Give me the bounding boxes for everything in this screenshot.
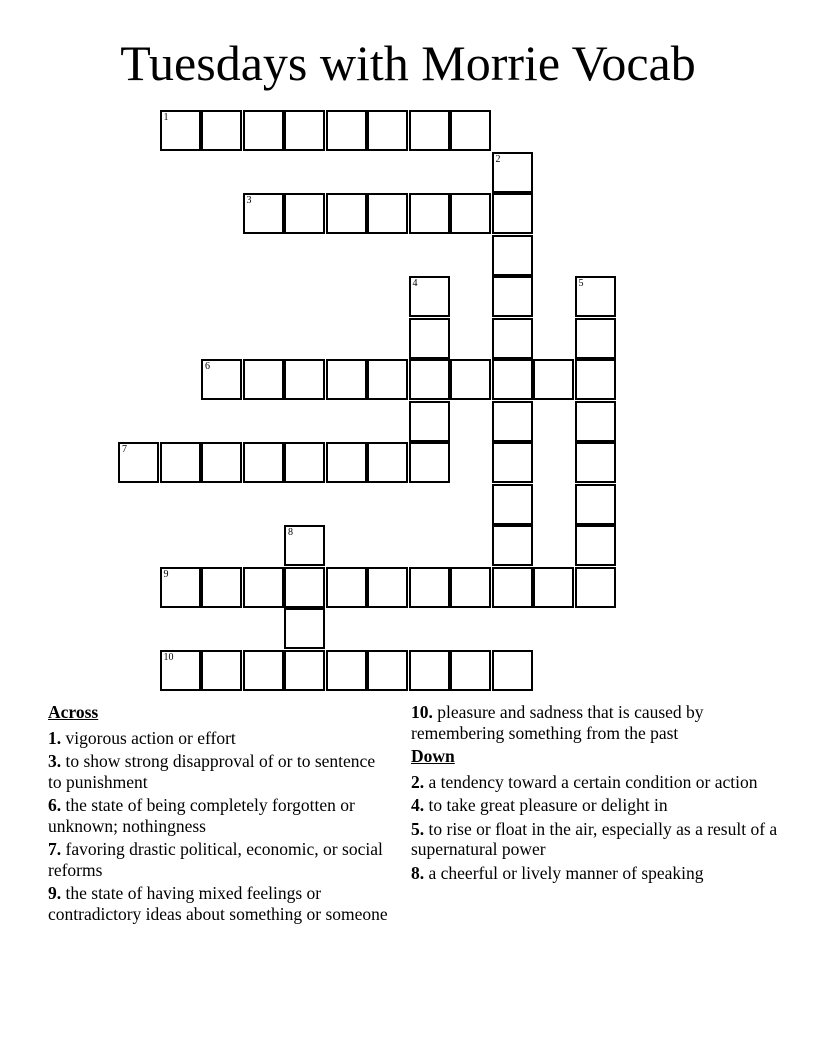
grid-cell[interactable] xyxy=(201,650,242,691)
grid-cell[interactable] xyxy=(409,193,450,234)
cell-number: 7 xyxy=(122,444,127,455)
clues-right-column xyxy=(411,702,781,886)
clue-text: to take great pleasure or delight in xyxy=(428,795,668,815)
grid-cell[interactable] xyxy=(450,567,491,608)
grid-cell[interactable] xyxy=(492,235,533,276)
clue-across-10 xyxy=(411,702,781,743)
clue-down-8 xyxy=(411,863,781,884)
grid-cell[interactable] xyxy=(367,193,408,234)
grid-cell[interactable] xyxy=(492,276,533,317)
grid-cell[interactable] xyxy=(492,318,533,359)
clue-text: a tendency toward a certain condition or action xyxy=(428,771,758,792)
cell-number: 2 xyxy=(495,153,501,165)
grid-cell[interactable] xyxy=(160,567,201,608)
grid-cell[interactable] xyxy=(284,650,325,691)
grid-cell[interactable] xyxy=(492,359,533,400)
clue-number: 7. xyxy=(48,839,62,859)
grid-cell[interactable] xyxy=(575,318,616,359)
grid-cell[interactable] xyxy=(492,525,533,566)
clue-down-5 xyxy=(411,819,781,860)
clue-down-2 xyxy=(411,772,781,793)
grid-cell[interactable] xyxy=(284,110,325,151)
grid-cell[interactable] xyxy=(201,442,242,483)
grid-cell[interactable] xyxy=(243,193,284,234)
grid-cell[interactable] xyxy=(284,359,325,400)
cell-number: 5 xyxy=(578,278,584,289)
grid-cell[interactable] xyxy=(575,401,616,442)
cell-number: 8 xyxy=(288,527,293,538)
clue-number: 5. xyxy=(411,818,425,839)
grid-cell[interactable] xyxy=(326,359,367,400)
cell-number: 9 xyxy=(163,568,169,580)
grid-cell[interactable] xyxy=(409,401,450,442)
grid-cell[interactable] xyxy=(575,359,616,400)
clue-number: 3. xyxy=(48,751,62,771)
clue-text: favoring drastic political, economic, or social reforms xyxy=(48,839,383,880)
grid-cell[interactable] xyxy=(201,359,242,400)
clue-number: 8. xyxy=(411,862,425,883)
grid-cell[interactable] xyxy=(284,193,325,234)
grid-cell[interactable] xyxy=(326,650,367,691)
clue-text: pleasure and sadness that is caused by remembering something from the past xyxy=(411,702,704,743)
grid-cell[interactable] xyxy=(284,525,325,566)
grid-cell[interactable] xyxy=(533,567,574,608)
grid-cell[interactable] xyxy=(409,359,450,400)
grid-cell[interactable] xyxy=(160,442,201,483)
clue-across-6 xyxy=(48,795,393,836)
grid-cell[interactable] xyxy=(326,567,367,608)
grid-cell[interactable] xyxy=(118,442,159,483)
grid-cell[interactable] xyxy=(284,567,325,608)
clue-number: 1. xyxy=(48,727,62,748)
grid-cell[interactable] xyxy=(326,442,367,483)
grid-cell[interactable] xyxy=(367,442,408,483)
grid-cell[interactable] xyxy=(450,193,491,234)
across-heading: Across xyxy=(48,702,99,722)
grid-cell[interactable] xyxy=(492,152,533,193)
clue-across-9 xyxy=(48,883,393,924)
down-heading: Down xyxy=(411,746,455,766)
grid-cell[interactable] xyxy=(492,442,533,483)
cell-number: 6 xyxy=(205,361,210,372)
grid-cell[interactable] xyxy=(492,567,533,608)
grid-cell[interactable] xyxy=(409,110,450,151)
grid-cell[interactable] xyxy=(201,110,242,151)
clue-text: to rise or float in the air, especially as a result of a supernatural power xyxy=(411,818,778,859)
grid-cell[interactable] xyxy=(409,650,450,691)
clue-text: a cheerful or lively manner of speaking xyxy=(428,862,704,883)
clue-across-1 xyxy=(48,728,393,749)
grid-cell[interactable] xyxy=(450,110,491,151)
grid-cell[interactable] xyxy=(450,359,491,400)
clue-number: 4. xyxy=(411,795,425,815)
grid-cell[interactable] xyxy=(409,276,450,317)
grid-cell[interactable] xyxy=(575,276,616,317)
grid-cell[interactable] xyxy=(367,567,408,608)
cell-number: 3 xyxy=(246,195,252,206)
grid-cell[interactable] xyxy=(575,442,616,483)
grid-cell[interactable] xyxy=(367,359,408,400)
grid-cell[interactable] xyxy=(367,110,408,151)
grid-cell[interactable] xyxy=(450,650,491,691)
clue-number: 2. xyxy=(411,771,425,792)
cell-number: 10 xyxy=(163,651,174,663)
grid-cell[interactable] xyxy=(243,650,284,691)
cell-number: 4 xyxy=(412,278,418,289)
grid-cell[interactable] xyxy=(243,110,284,151)
grid-cell[interactable] xyxy=(243,359,284,400)
clue-down-4 xyxy=(411,795,781,816)
clue-across-3 xyxy=(48,751,393,792)
clue-across-7 xyxy=(48,839,393,880)
page-title: Tuesdays with Morrie Vocab xyxy=(120,35,696,91)
clue-text: vigorous action or effort xyxy=(65,727,236,748)
grid-cell[interactable] xyxy=(533,359,574,400)
grid-cell[interactable] xyxy=(492,650,533,691)
grid-cell[interactable] xyxy=(409,442,450,483)
grid-cell[interactable] xyxy=(575,567,616,608)
grid-cell[interactable] xyxy=(575,525,616,566)
grid-cell[interactable] xyxy=(409,567,450,608)
grid-cell[interactable] xyxy=(284,442,325,483)
clue-text: the state of being completely forgotten or unknown; nothingness xyxy=(48,795,355,836)
grid-cell[interactable] xyxy=(367,650,408,691)
clue-text: to show strong disapproval of or to sentence to punishment xyxy=(48,751,376,792)
grid-cell[interactable] xyxy=(160,110,201,151)
grid-cell[interactable] xyxy=(201,567,242,608)
grid-cell[interactable] xyxy=(326,110,367,151)
grid-cell[interactable] xyxy=(160,650,201,691)
grid-cell[interactable] xyxy=(492,484,533,525)
grid-cell[interactable] xyxy=(492,193,533,234)
clue-number: 9. xyxy=(48,883,62,903)
grid-cell[interactable] xyxy=(243,567,284,608)
grid-cell[interactable] xyxy=(326,193,367,234)
clues-left-column xyxy=(48,702,393,927)
cell-number: 1 xyxy=(163,112,169,123)
grid-cell[interactable] xyxy=(243,442,284,483)
clue-text: the state of having mixed feelings or contradictory ideas about something or someone xyxy=(48,883,388,924)
clue-number: 10. xyxy=(411,702,433,722)
grid-cell[interactable] xyxy=(492,401,533,442)
clue-number: 6. xyxy=(48,795,62,815)
grid-cell[interactable] xyxy=(409,318,450,359)
grid-cell[interactable] xyxy=(284,608,325,649)
grid-cell[interactable] xyxy=(575,484,616,525)
